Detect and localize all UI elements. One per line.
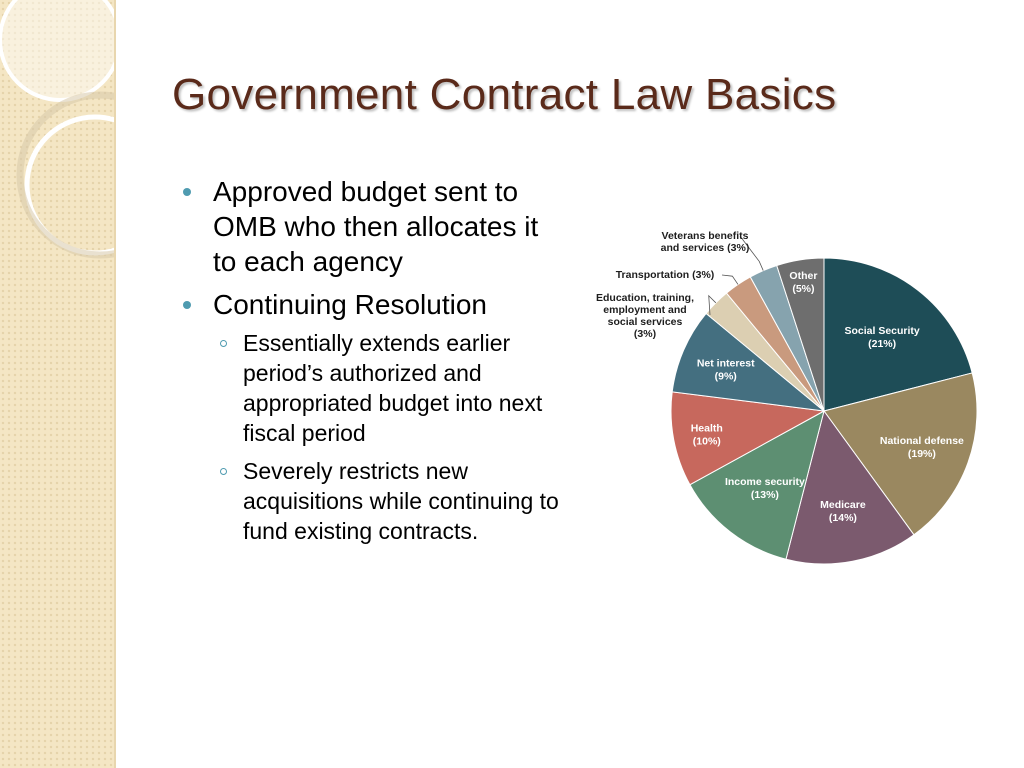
bullet-ring-icon bbox=[220, 340, 227, 347]
decorative-sidebar bbox=[0, 0, 116, 768]
sub-bullet-text: Essentially extends earlier period’s authorized and appropriated budget into next fiscal period bbox=[243, 330, 543, 446]
pie-label-transportation: Transportation (3%) bbox=[615, 269, 715, 281]
callout-line-transportation bbox=[722, 275, 738, 284]
decorative-circles bbox=[0, 0, 114, 768]
pie-label-medicare: Medicare (14%) bbox=[820, 499, 866, 525]
sub-bullet-restricts-acquisitions bbox=[213, 456, 568, 546]
slide-title: Government Contract Law Basics bbox=[172, 70, 837, 119]
pie-label-net-interest: Net interest (9%) bbox=[696, 357, 755, 383]
sub-bullet-text: Severely restricts new acquisitions while continuing to fund existing contracts. bbox=[243, 458, 559, 544]
pie-label-national-defense: National defense (19%) bbox=[879, 435, 964, 461]
bullet-dot-icon bbox=[183, 188, 191, 196]
pie-label-veterans-benefits-and-services: Veterans benefits and services (3%) bbox=[660, 230, 750, 254]
bullet-ring-icon bbox=[220, 468, 227, 475]
bullet-text: Approved budget sent to OMB who then allocates it to each agency bbox=[213, 176, 539, 277]
budget-pie-chart bbox=[560, 200, 1000, 580]
pie-label-income-security: Income security (13%) bbox=[724, 476, 805, 502]
pie-label-health: Health (10%) bbox=[690, 422, 723, 448]
bullet-continuing-resolution bbox=[178, 287, 568, 546]
pie-slices bbox=[671, 258, 977, 564]
bullet-approved-budget bbox=[178, 174, 568, 279]
sub-bullet-extends-budget bbox=[213, 328, 568, 448]
bullet-text: Continuing Resolution bbox=[213, 289, 487, 320]
pie-label-other: Other (5%) bbox=[789, 270, 818, 296]
bullet-list bbox=[178, 174, 568, 554]
bullet-dot-icon bbox=[183, 301, 191, 309]
sub-bullet-list bbox=[213, 328, 568, 546]
pie-label-social-security: Social Security (21%) bbox=[844, 325, 920, 351]
pie-label-education-training-employment-and-social-services: Education, training, employment and social services (3%) bbox=[595, 292, 695, 340]
